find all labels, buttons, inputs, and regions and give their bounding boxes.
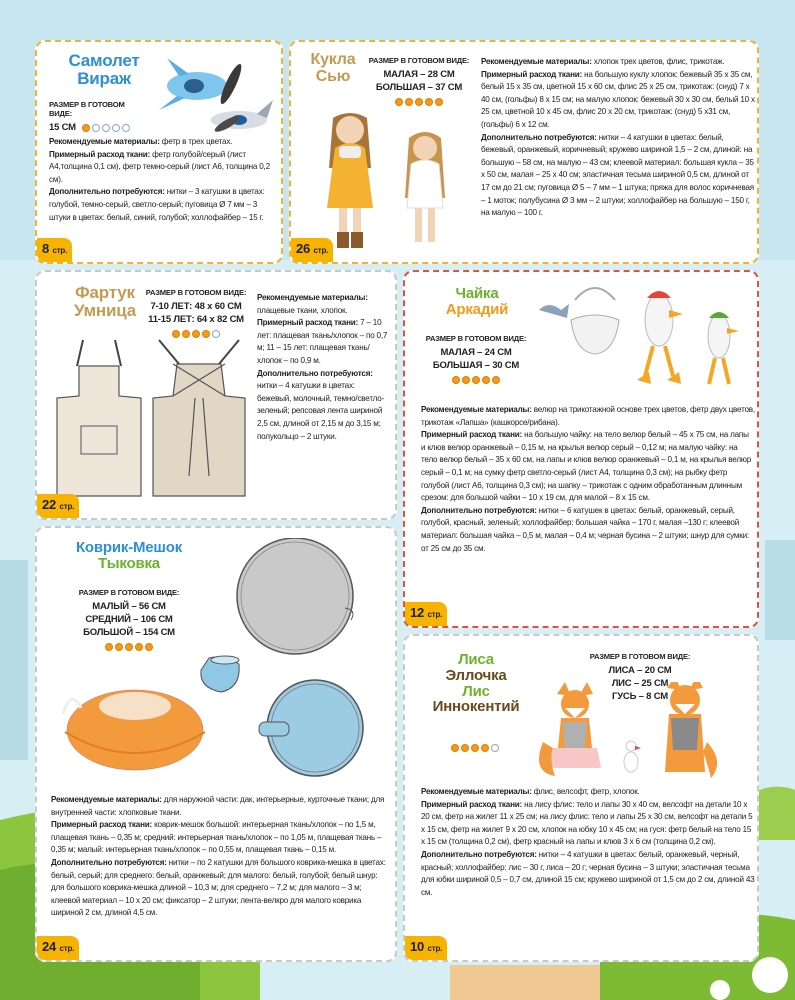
title-line-1: Фартук: [75, 283, 135, 302]
page-number-badge: [405, 936, 447, 960]
card-description: [481, 56, 755, 220]
title-line-2: Тыковка: [98, 554, 160, 572]
size-block: [49, 100, 149, 134]
size-value-2: БОЛЬШАЯ – 30 СМ: [432, 360, 520, 371]
card-title: [303, 52, 363, 86]
consumption-label: Примерный расход ткани:: [421, 430, 523, 440]
card-title: [421, 652, 531, 715]
difficulty-dot: [451, 744, 459, 752]
title-line-4: Иннокентий: [432, 698, 520, 716]
difficulty-dot: [471, 744, 479, 752]
difficulty-rating: [451, 744, 499, 752]
size-label: РАЗМЕР В ГОТОВОМ ВИДЕ:: [78, 588, 180, 597]
page-suffix: стр.: [59, 944, 75, 953]
size-label: РАЗМЕР В ГОТОВОМ ВИДЕ:: [49, 100, 125, 118]
difficulty-dot: [122, 124, 130, 132]
size-label: РАЗМЕР В ГОТОВОМ ВИДЕ:: [145, 288, 247, 297]
materials-label: Рекомендуемые материалы:: [421, 405, 532, 414]
size-label: РАЗМЕР В ГОТОВОМ ВИДЕ:: [368, 56, 470, 65]
title-line-1: Чайка: [455, 285, 499, 302]
size-value-2: СРЕДНИЙ – 106 СМ: [85, 614, 173, 625]
card-plane: [35, 40, 283, 264]
extras-label: Дополнительно потребуются:: [481, 132, 597, 142]
extras-label: Дополнительно потребуются:: [421, 505, 537, 515]
difficulty-dot: [491, 744, 499, 752]
page-suffix: стр.: [313, 246, 329, 255]
difficulty-dot: [112, 124, 120, 132]
difficulty-dot: [435, 98, 443, 106]
materials-text: фетр в трех цветах.: [159, 137, 233, 146]
page-number: 10: [410, 939, 425, 954]
card-apron: [35, 270, 397, 520]
difficulty-dot: [92, 124, 100, 132]
title-line-3: Лис: [462, 682, 490, 700]
materials-label: Рекомендуемые материалы:: [421, 787, 532, 796]
card-title: [431, 286, 523, 318]
consumption-label: Примерный расход ткани:: [257, 318, 359, 328]
consumption-text: на большую куклу хлопок: бежевый 35 х 35 см, белый 15 х 35 см, цветной 15 х 60 см, флис 25 х 25 см, трикотаж: (снуд) 7 х 40 см, (гольфы) 8 х 15 см; на малую хлопок: бежевый 30 х 30 см, белый 10 х 25 см, цветной 10 х 45 см, флис 20 х 20 см, трикотаж: (снуд) 5 х31 см, (гольфы) 6 х 12 см.: [481, 69, 755, 129]
card-title: [59, 52, 149, 88]
extras-label: Дополнительно потребуются:: [49, 187, 165, 197]
page-number: 24: [42, 939, 57, 954]
extras-label: Дополнительно потребуются:: [257, 368, 373, 378]
extras-text: нитки – по 2 катушки для большого коврика-мешка в цветах: белый, серый; для среднего: белый, оранжевый; для малого: белый, голубой; белый шнур: для большого коврика-мешка длиной – 10,3 м; для среднего – 7,2 м; для малого – 3 м; клеевой материал – 10 х 20 см; фиксатор – 2 штуки; лента-велкро для малого коврика шириной 2 см, длиной 4,5 см.: [51, 857, 386, 918]
card-description: [421, 786, 755, 899]
title-line-2: Вираж: [77, 68, 131, 88]
title-line-2: Сью: [315, 67, 351, 85]
size-value-1: МАЛАЯ – 24 СМ: [440, 347, 512, 358]
size-value-1: МАЛАЯ – 28 СМ: [383, 69, 455, 80]
difficulty-rating: [365, 98, 473, 106]
seagull-illustration: [535, 280, 755, 400]
page-number: 22: [42, 497, 57, 512]
page-number: 12: [410, 605, 425, 620]
card-seagull: [403, 270, 759, 628]
materials-text: плащевые ткани, хлопок.: [257, 305, 348, 315]
consumption-label: Примерный расход ткани:: [421, 799, 523, 809]
card-fox: [403, 634, 759, 962]
page-number: 26: [296, 241, 311, 256]
page-suffix: стр.: [52, 246, 68, 255]
extras-text: нитки – 4 катушки в цветах: белый, оранжевый, черный, красный; холлофайбер: лис – 30 г, лиса – 20 г; черная бусина – 3 штуки; эластичная тесьма для юбки шириной 0,5 – 0,7 см, длиной 15 см; кружево шириной от 1,5 см до 2 см, длиной 43 см.: [421, 849, 755, 897]
difficulty-dot: [472, 376, 480, 384]
page-number: 8: [42, 241, 50, 256]
size-label: РАЗМЕР В ГОТОВОМ ВИДЕ:: [425, 334, 527, 343]
size-value-1: ЛИСА – 20 СМ: [608, 665, 672, 676]
materials-text: хлопок трех цветов, флис, трикотаж.: [591, 57, 725, 66]
difficulty-dot: [461, 744, 469, 752]
materials-label: Рекомендуемые материалы:: [49, 137, 160, 146]
extras-label: Дополнительно потребуются:: [51, 857, 167, 867]
difficulty-dot: [462, 376, 470, 384]
page-number-badge: [405, 602, 447, 626]
apron-illustration: [49, 336, 249, 506]
consumption-text: на большую чайку: на тело велюр белый – 45 х 75 см, на лапы и клюв велюр оранжевый – 0,15 м, на крылья велюр серый – 0,12 м; на малую чайку: на тело велюр белый – 35 х 60 см, на лапы и клюв велюр оранжевый – 0,1 м, на крылья велюр серый – 0,1 м; на сумку фетр светло-серый (лист А4, толщина 0,3 см); на рыбку фетр голубой (лист А6, толщина 0,3 см); на шапку – трикотаж с одним обработанным длинным срезом: для большой чайки – 10 х 19 см, для малой – 8 х 15 см.: [421, 430, 752, 503]
consumption-text: коврик-мешок большой: интерьерная ткань/хлопок – по 1,5 м, плащевая ткань – 0,35 м; средний: интерьерная ткань/хлопок – по 1,05 м, плащевая ткань – 0,35 м; малый: интерьерная ткань/хлопок – по 0,55 м, плащевая ткань – 0,15 м.: [51, 820, 382, 855]
title-line-1: Коврик-Мешок: [75, 539, 183, 556]
size-block: [421, 334, 531, 384]
size-value-1: МАЛЫЙ – 56 СМ: [92, 601, 166, 612]
difficulty-dot: [405, 98, 413, 106]
difficulty-dot: [102, 124, 110, 132]
plane-illustration: [149, 48, 279, 138]
title-line-1: Лиса: [458, 651, 494, 668]
page-number-badge: [291, 238, 333, 262]
title-line-2: Аркадий: [445, 300, 509, 318]
card-doll: [289, 40, 759, 264]
page-suffix: стр.: [427, 944, 443, 953]
materials-text: флис, велсофт, фетр, хлопок.: [531, 787, 640, 796]
consumption-label: Примерный расход ткани:: [481, 69, 583, 79]
extras-text: нитки – 3 катушки в цветах: голубой, темно-серый, светло-серый; пуговица Ø 7 мм – 3 штуки в цветах: белый, синий, голубой; холлофайбер – 15 г.: [49, 187, 265, 222]
card-title: [55, 284, 155, 320]
consumption-label: Примерный расход ткани:: [51, 820, 153, 830]
extras-label: Дополнительно потребуются:: [421, 849, 537, 859]
card-description: [51, 794, 391, 920]
size-block: [141, 288, 251, 338]
title-line-1: Самолет: [68, 51, 140, 70]
difficulty-dot: [82, 124, 90, 132]
title-line-2: Эллочка: [445, 666, 507, 684]
page-suffix: стр.: [59, 502, 75, 511]
card-description: [257, 292, 391, 443]
materials-text: для наружной части: дак, интерьерные, курточные ткани; для внутренней части: хлопковые ткани.: [51, 795, 385, 817]
card-mat-bag: [35, 526, 397, 962]
page-number-badge: [37, 494, 79, 518]
card-description: [49, 136, 277, 224]
mat-bag-illustration: [45, 538, 391, 788]
materials-label: Рекомендуемые материалы:: [51, 795, 162, 804]
consumption-label: Примерный расход ткани:: [49, 149, 151, 159]
size-value-3: ГУСЬ – 8 СМ: [612, 691, 668, 702]
title-line-1: Кукла: [310, 51, 356, 68]
materials-text: велюр на трикотажной основе трех цветов, фетр двух цветов, трикотаж «Лапша» (кашкорсе/рибана).: [421, 405, 755, 427]
materials-label: Рекомендуемые материалы:: [257, 293, 368, 302]
extras-text: нитки – 4 катушки в цветах: бежевый, молочный, темно/светло-зеленый; репсовая лента шириной 2,5 см, длиной от 2,15 м до 3,15 м; полукольцо – 2 штуки.: [257, 381, 385, 441]
card-description: [421, 404, 755, 555]
size-block: [365, 56, 473, 106]
size-value-2: БОЛЬШАЯ – 37 СМ: [375, 82, 463, 93]
size-value-2: 11-15 ЛЕТ: 64 х 82 СМ: [148, 314, 244, 325]
fox-illustration: [535, 682, 725, 782]
size-value-2: ЛИС – 25 СМ: [611, 678, 669, 689]
page-number-badge: [37, 238, 72, 262]
difficulty-dot: [415, 98, 423, 106]
page-suffix: стр.: [427, 610, 443, 619]
difficulty-rating: [82, 124, 130, 132]
title-line-2: Умница: [74, 300, 136, 320]
page-number-badge: [37, 936, 79, 960]
size-value-1: 15 СМ: [49, 122, 76, 133]
difficulty-dot: [481, 744, 489, 752]
extras-text: нитки – 6 катушек в цветах: белый, оранжевый, серый, голубой, красный, зеленый; холлофайбер: большая чайка – 170 г, малая –130 г; клеевой материал: большая чайка – 0,5 м, малая – 0,4 м; черная бусина – 2 штуки; шнур для сумки: от 25 см до 35 см.: [421, 505, 749, 553]
doll-illustration: [305, 108, 475, 258]
difficulty-dot: [425, 98, 433, 106]
size-value-3: БОЛЬШОЙ – 154 СМ: [83, 627, 175, 638]
size-value-1: 7-10 ЛЕТ: 48 х 60 СМ: [150, 301, 242, 312]
consumption-text: фетр голубой/серый (лист А4,толщина 0,1 см), фетр темно-серый (лист А6, толщина 0,2 см).: [49, 149, 270, 184]
consumption-text: на лису флис: тело и лапы 30 х 40 см, велсофт на детали 10 х 20 см, фетр на жилет 11 х 25 см; на лису флис: тело и лапы 25 х 30 см, велсофт на детали 5 х 15 см, фетр на жилет 9 х 20 см, хлопок на юбку 10 х 45 см; на гуся: фетр белый на тело 15 х 15 см (толщина 0,2 см), фетр красный на лапы и клюв 3 х 6 см (толщина 0,2 см).: [421, 799, 753, 847]
materials-label: Рекомендуемые материалы:: [481, 57, 592, 66]
consumption-text: 7 – 10 лет: плащевая ткань/хлопок – по 0,7 м; 11 – 15 лет: плащевая ткань/хлопок – по 0,9 м.: [257, 318, 388, 365]
size-label: РАЗМЕР В ГОТОВОМ ВИДЕ:: [589, 652, 691, 661]
difficulty-dot: [482, 376, 490, 384]
difficulty-dot: [492, 376, 500, 384]
difficulty-dot: [395, 98, 403, 106]
extras-text: нитки – 4 катушки в цветах: белый, бежевый, оранжевый, коричневый; кружево шириной 1,5 – 2 см, длиной: на большую – 58 см, на малую – 43 см; клеевой материал: большая кукла – 35 х 50 см, малая – 25 х 40 см; эластичная тесьма шириной 0,5 см, длиной от 17 см до 21 см; пуговица Ø 5 – 7 мм – 1 штука; пряжа для волос коричневая – 1 моток; полубусина Ø 3 мм – 2 штуки; холлофайбер на большую – 150 г, на малую – 100 г.: [481, 132, 754, 218]
difficulty-dot: [452, 376, 460, 384]
difficulty-rating: [421, 376, 531, 384]
